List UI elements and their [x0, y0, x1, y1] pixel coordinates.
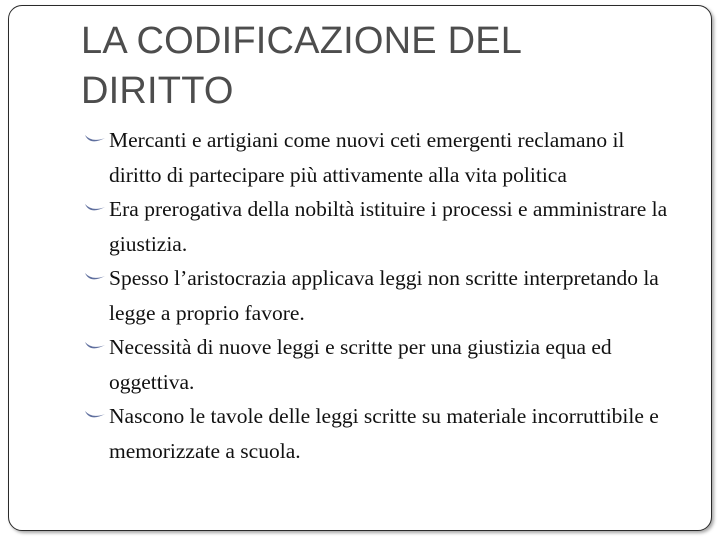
swoosh-bullet-icon [84, 270, 106, 286]
swoosh-bullet-icon [84, 132, 106, 148]
bullet-text: Era prerogativa della nobiltà istituire i processi e amministrare la giustizia. [109, 197, 668, 256]
bullet-list [81, 123, 681, 468]
slide-frame [8, 5, 712, 531]
swoosh-bullet-icon [84, 408, 106, 424]
swoosh-bullet-icon [84, 201, 106, 217]
bullet-text: Mercanti e artigiani come nuovi ceti emergenti reclamano il diritto di partecipare più attivamente alla vita politica [109, 128, 625, 187]
bullet-text: Nascono le tavole delle leggi scritte su materiale incorruttibile e memorizzate a scuola. [109, 404, 659, 463]
bullet-text: Spesso l’aristocrazia applicava leggi non scritte interpretando la legge a proprio favore. [109, 266, 659, 325]
bullet-item [81, 261, 681, 330]
bullet-item [81, 123, 681, 192]
bullet-item [81, 399, 681, 468]
slide-title: LA CODIFICAZIONE DEL DIRITTO [81, 20, 521, 112]
swoosh-bullet-icon [84, 339, 106, 355]
bullet-item [81, 330, 681, 399]
bullet-item [81, 192, 681, 261]
bullet-text: Necessità di nuove leggi e scritte per una giustizia equa ed oggettiva. [109, 335, 612, 394]
